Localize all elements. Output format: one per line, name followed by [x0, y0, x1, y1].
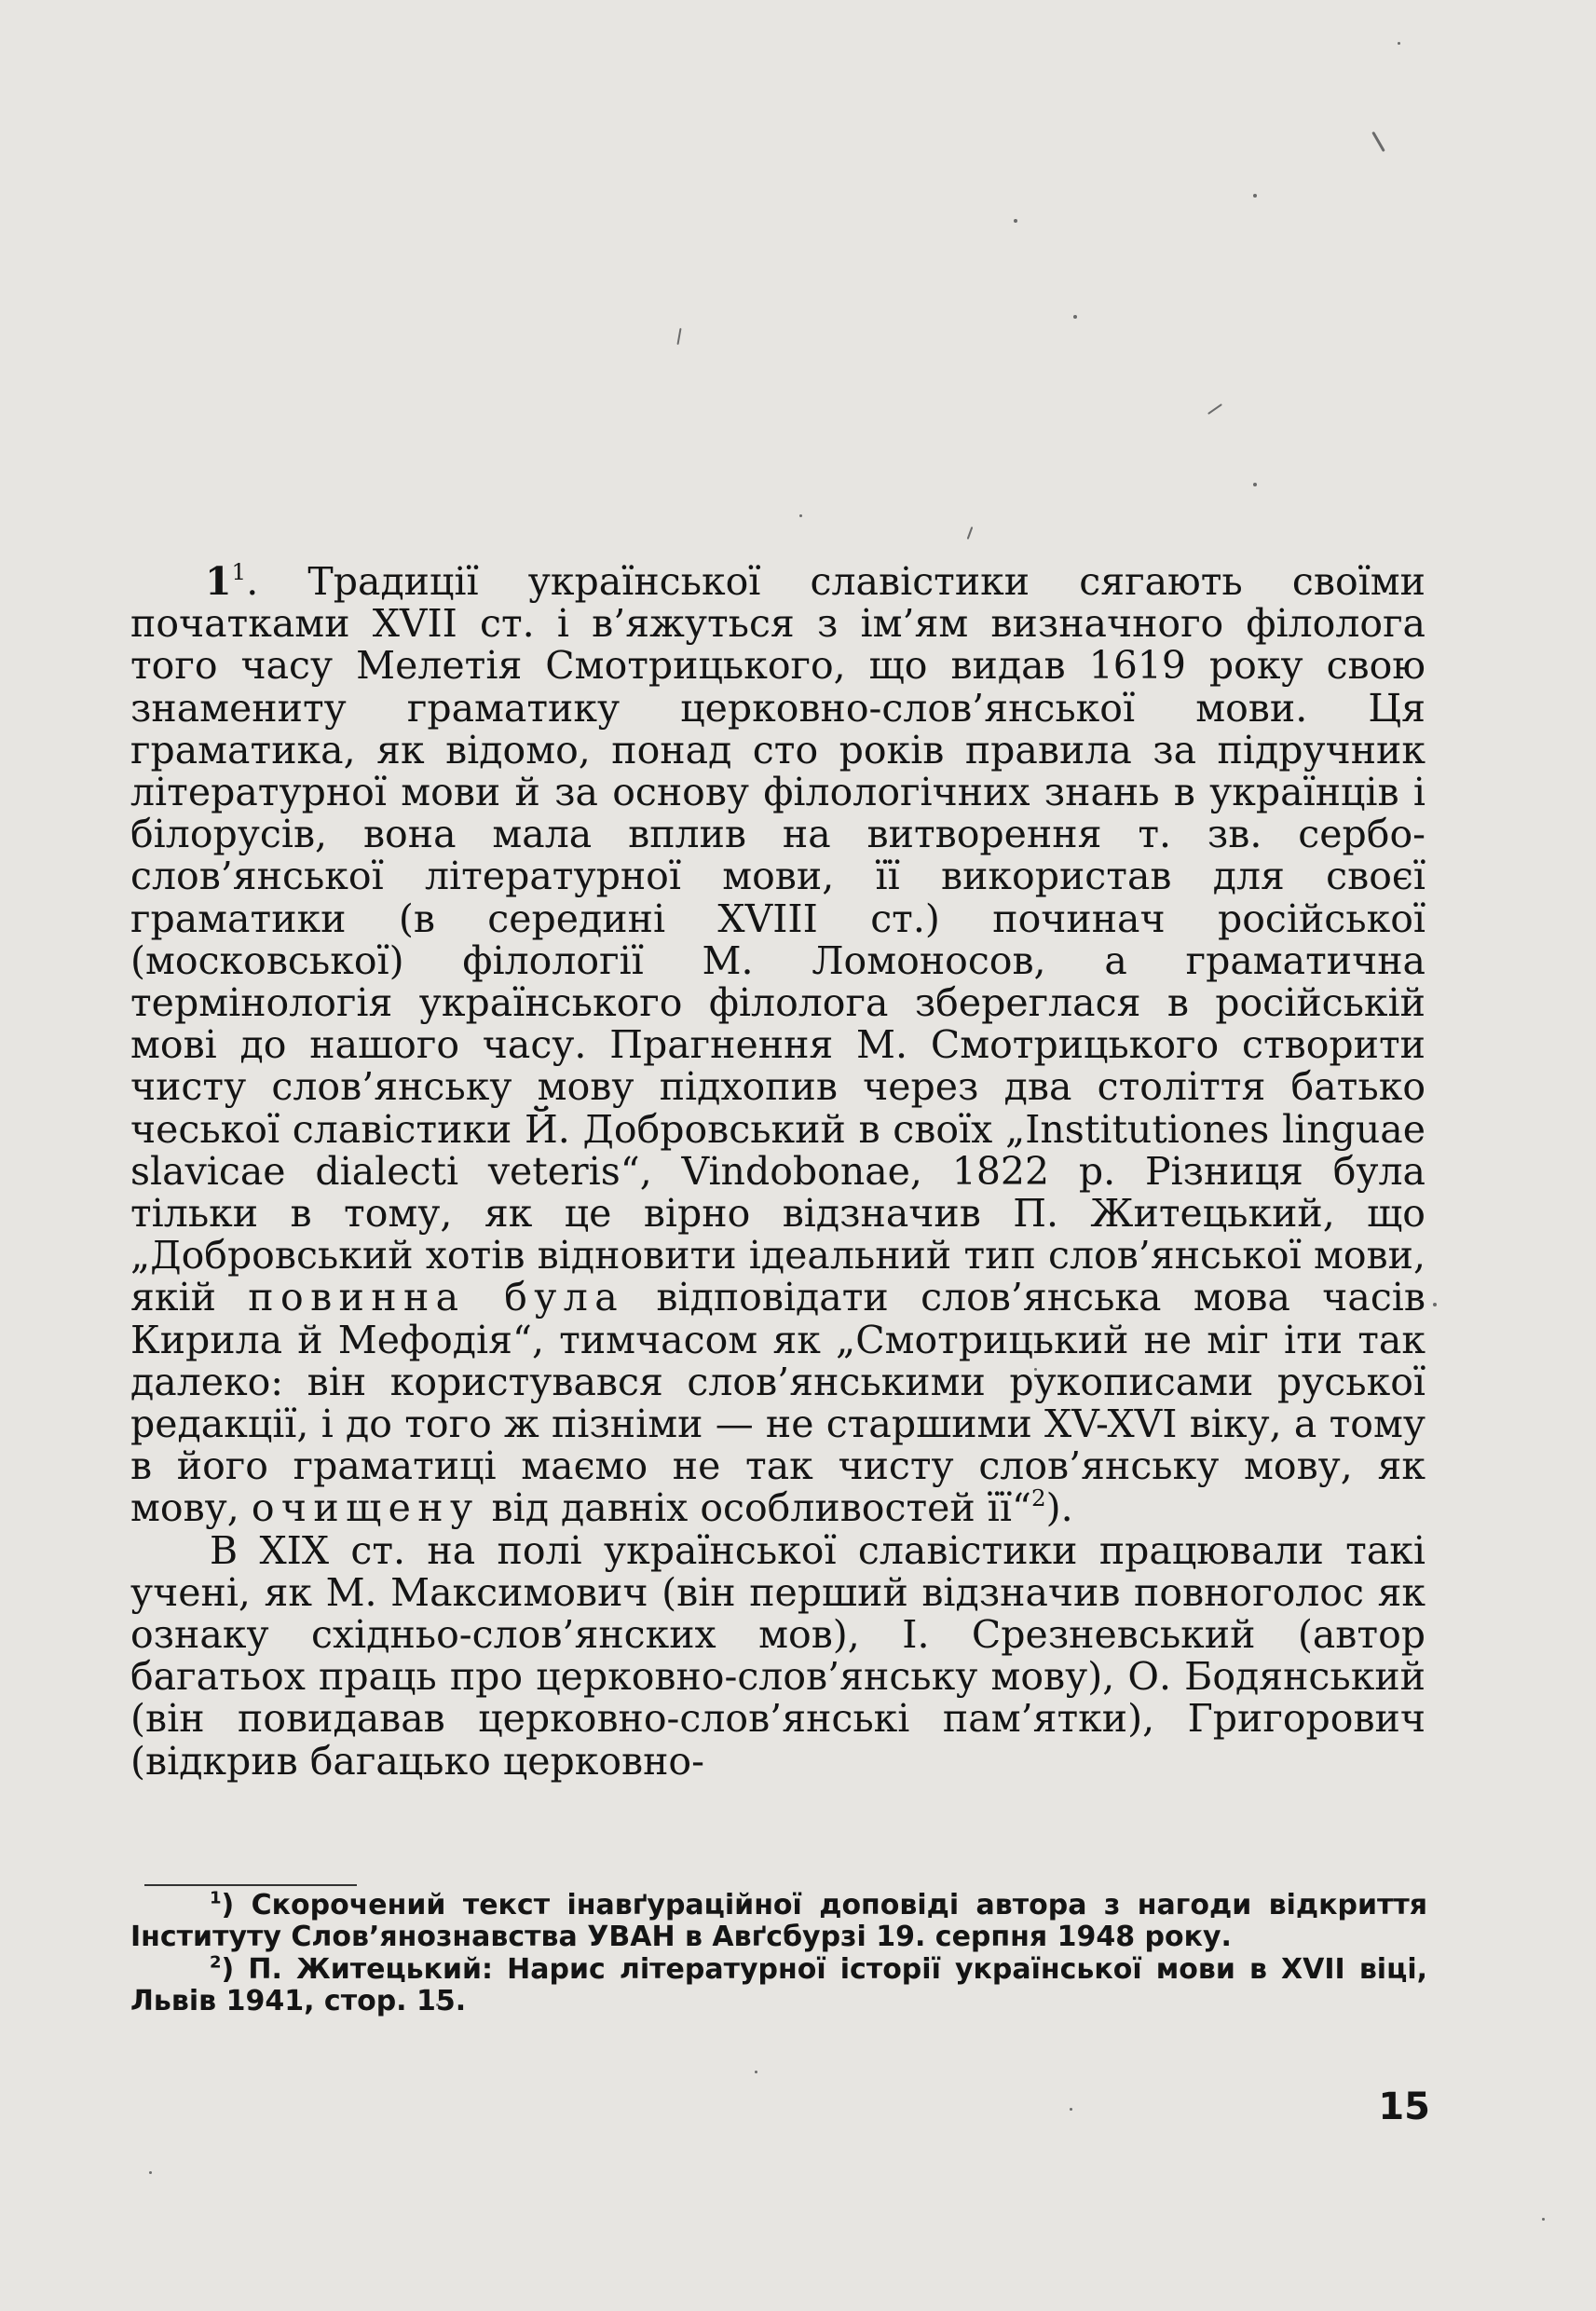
- paragraph: В XIX ст. на полі української славістики працювали такі учені, як М. Максимович (він перший відзначив повноголос як ознаку східньо-слов’янских мов), І. Срезневський (автор багатьох праць про церковно-слов’янську мову), О. Бодянський (він повидавав церковно-слов’янські пам’ятки), Григорович (відкрив багацько церковно-: [130, 1527, 1425, 1784]
- page-number: 15: [1378, 2085, 1430, 2128]
- paragraph-text: Традиції української славістики сягають своїми початками XVII ст. і в’яжуться з ім’ям визначного філолога того часу Мелетія Смотрицького, що видав 1619 року свою знамениту граматику церковно-слов’янської мови. Ця граматика, як відомо, понад сто років правила за підручник літературної мови й за основу філологічних знань в українців і білорусів, вона мала вплив на витворення т. зв. сербо-слов’янської літературної мови, її використав для своєї граматики (в середині XVIII ст.) починач російської (московської) філології М. Ломоносов, а граматична термінологія українського філолога збереглася в російській мові до нашого часу. Прагнення М. Смотрицького створити чисту слов’янську мову підхопив через два століття батько чеської славістики Й. Добровський в своїх „Institutiones linguae slavicae dialecti veteris“, Vindobonae, 1822 р. Різниця була тільки в тому, як це вірно відзначив П. Житецький, що „Добровський хотів відновити ідеальний тип слов’янської мови, якій: [130, 559, 1425, 1320]
- emphasized-text: повинна була: [248, 1275, 625, 1320]
- footnote: $^1$) Скорочений текст інавґураційної доповіді автора з нагоди відкриття Інституту Слов’янознавства УВАН в Авґсбурзі 19. серпня 1948 року.: [130, 1888, 1427, 1954]
- footnotes: [130, 1890, 1427, 2018]
- footnote-ref: 1: [231, 558, 247, 586]
- footnote-divider: [144, 1884, 357, 1886]
- section-number-tail: .: [246, 559, 308, 604]
- footnote-text: П. Житецький: Нарис літературної історії української мови в XVII віці, Львів 1941, стор. 15.: [130, 1952, 1428, 2018]
- footnote-marker: 2: [210, 1952, 222, 1973]
- footnote: $^2$) П. Житецький: Нарис літературної історії української мови в XVII віці, Львів 1941, стор. 15.: [130, 1952, 1428, 2018]
- footnote-marker: 1: [210, 1888, 222, 1908]
- paragraph: [130, 558, 1425, 1531]
- section-number: 1: [205, 559, 232, 604]
- emphasized-text: очищену: [251, 1485, 480, 1531]
- footnote-text: Скорочений текст інавґураційної доповіді автора з нагоди відкриття Інституту Слов’янознавства УВАН в Авґсбурзі 19. серпня 1948 року.: [130, 1889, 1427, 1954]
- paragraph-text: від давніх особливостей її“: [479, 1485, 1031, 1531]
- paragraph-text: відповідати слов’янська мова часів Кирила й Мефодія“, тимчасом як „Смотрицький не міг іти так далеко: він користувався слов’янськими рукописами руської редакції, і до того ж пізніми — не старшими XV-XVI віку, а тому в його граматиці маємо не так чисту слов’янську мову, як мову,: [130, 1275, 1425, 1531]
- paragraph-text: ).: [1045, 1485, 1073, 1531]
- article-body: [130, 558, 1425, 1784]
- footnote-ref: 2: [1030, 1484, 1046, 1512]
